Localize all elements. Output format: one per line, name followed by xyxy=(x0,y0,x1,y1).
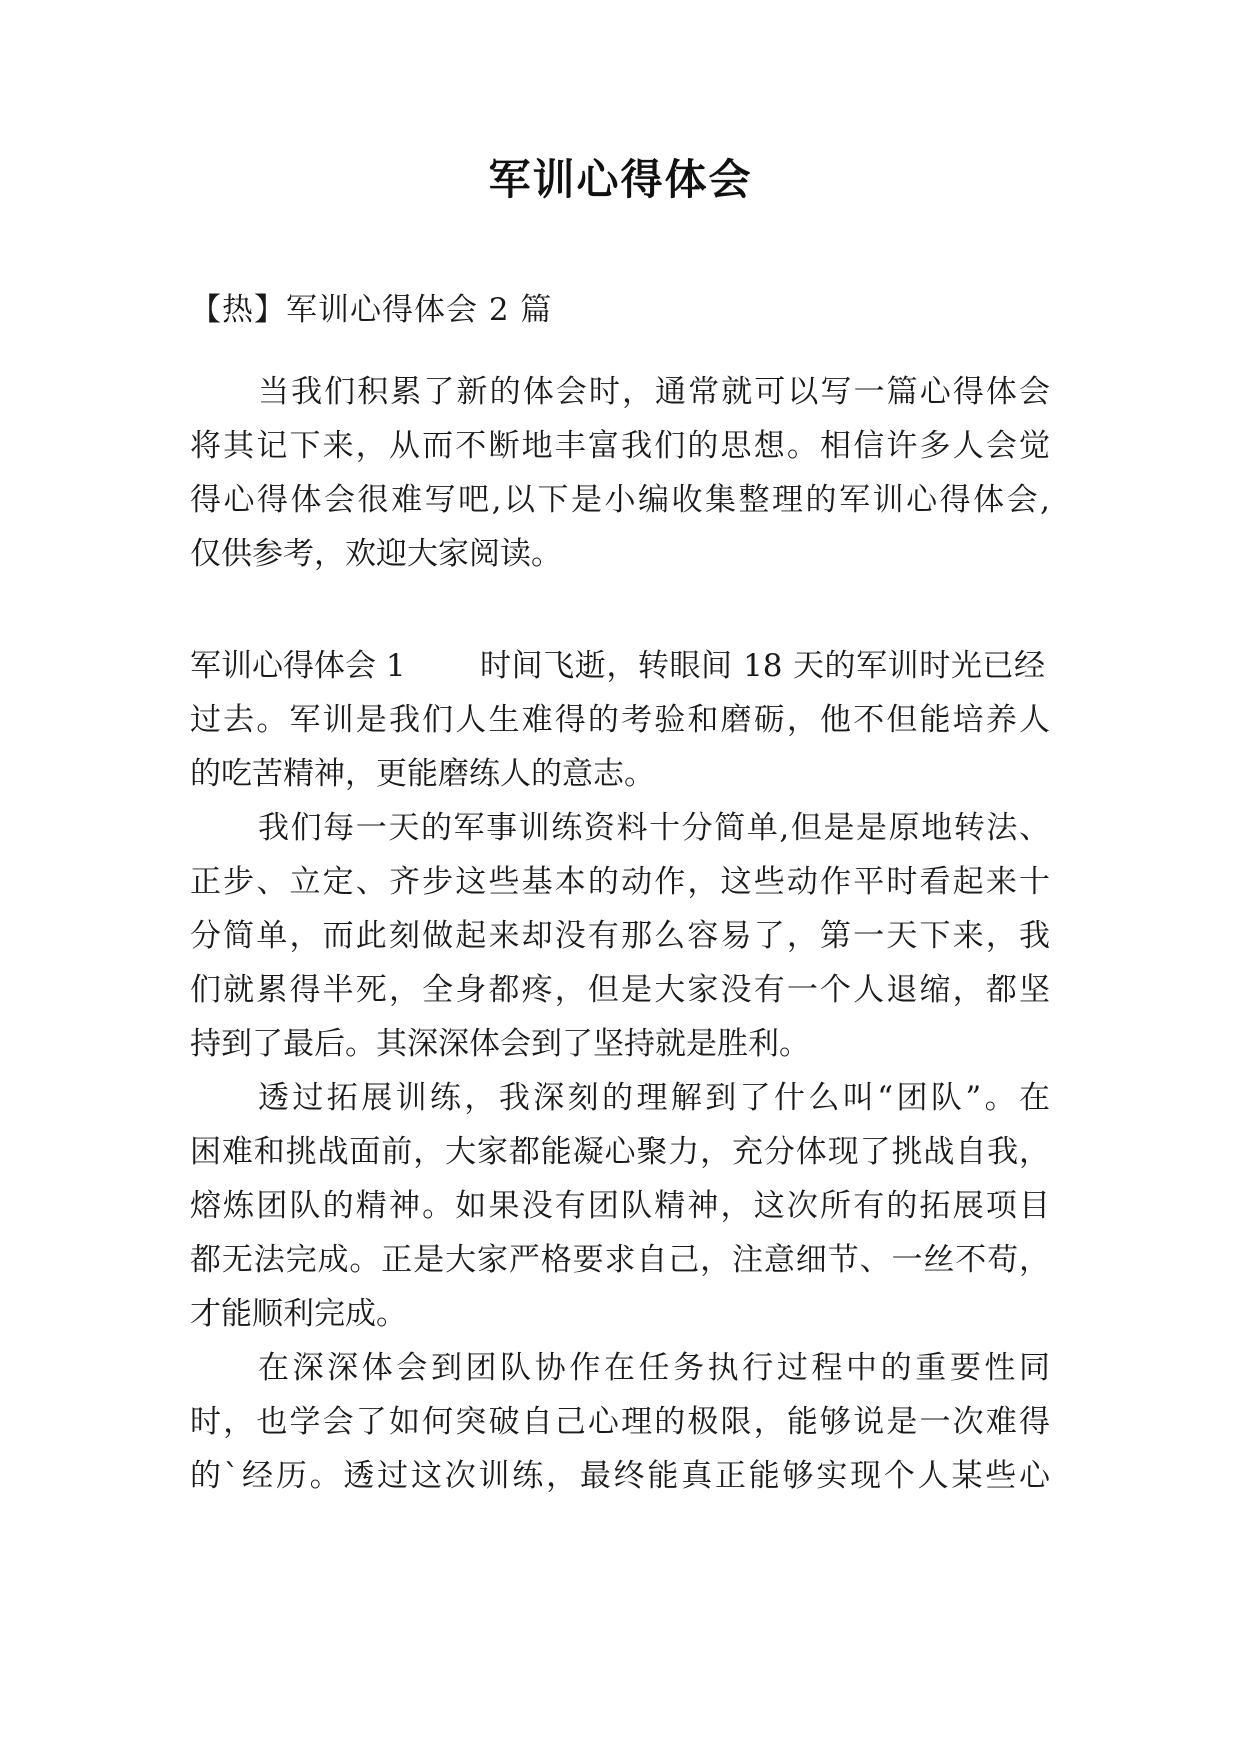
intro-line: 当我们积累了新的体会时，通常就可以写一篇心得体会 xyxy=(258,374,1050,410)
body-line: 熔炼团队的精神。如果没有团队精神，这次所有的拓展项目 xyxy=(190,1188,1050,1224)
body-line: 过去。军训是我们人生难得的考验和磨砺，他不但能培养人 xyxy=(190,702,1050,738)
body-line: 的吃苦精神，更能磨练人的意志。 xyxy=(190,756,655,792)
intro-line: 仅供参考，欢迎大家阅读。 xyxy=(190,536,562,572)
intro-line: 将其记下来，从而不断地丰富我们的思想。相信许多人会觉 xyxy=(190,428,1050,464)
intro-line: 得心得体会很难写吧,以下是小编收集整理的军训心得体会, xyxy=(190,482,1050,518)
document-title: 军训心得体会 xyxy=(488,155,753,204)
body-line: 持到了最后。其深深体会到了坚持就是胜利。 xyxy=(190,1026,810,1062)
section-heading: 军训心得体会 1 xyxy=(190,648,406,684)
body-line: 在深深体会到团队协作在任务执行过程中的重要性同 xyxy=(258,1350,1050,1386)
section-first-text: 时间飞逝，转眼间 18 天的军训时光已经 xyxy=(480,648,1045,684)
body-line: 正步、立定、齐步这些基本的动作，这些动作平时看起来十 xyxy=(190,864,1050,900)
document-subtitle: 【热】军训心得体会 2 篇 xyxy=(190,292,553,328)
body-line: 才能顺利完成。 xyxy=(190,1296,407,1332)
section-heading-row xyxy=(190,646,1050,686)
body-line: 困难和挑战面前，大家都能凝心聚力，充分体现了挑战自我， xyxy=(190,1134,1050,1170)
body-line: 们就累得半死，全身都疼，但是大家没有一个人退缩，都坚 xyxy=(190,972,1050,1008)
body-line: 分简单，而此刻做起来却没有那么容易了，第一天下来，我 xyxy=(190,918,1050,954)
body-line: 都无法完成。正是大家严格要求自己，注意细节、一丝不苟， xyxy=(190,1242,1050,1278)
body-line: 时，也学会了如何突破自己心理的极限，能够说是一次难得 xyxy=(190,1404,1050,1440)
body-line: 我们每一天的军事训练资料十分简单,但是是原地转法、 xyxy=(258,810,1050,846)
body-line: 的`经历。透过这次训练，最终能真正能够实现个人某些心 xyxy=(190,1458,1050,1494)
body-line: 透过拓展训练，我深刻的理解到了什么叫“团队”。在 xyxy=(258,1080,1050,1116)
